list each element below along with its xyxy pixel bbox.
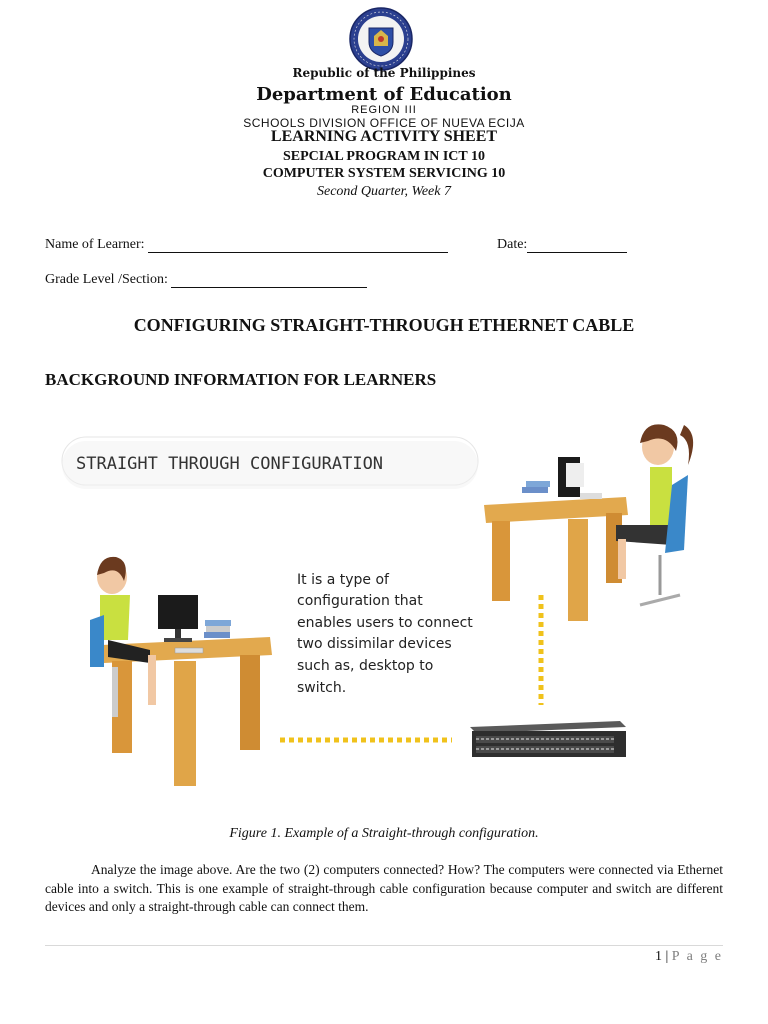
section-heading: BACKGROUND INFORMATION FOR LEARNERS — [45, 370, 437, 389]
name-field — [45, 237, 448, 253]
date-field — [497, 237, 627, 253]
lesson-title: CONFIGURING STRAIGHT-THROUGH ETHERNET CABLE — [133, 315, 635, 335]
desc-line: switch. — [297, 680, 347, 696]
grade-blank-line[interactable] — [171, 273, 367, 288]
division-text: SCHOOLS DIVISION OFFICE OF NUEVA ECIJA — [243, 116, 525, 130]
date-blank-line[interactable] — [527, 238, 627, 253]
desc-line: two dissimilar devices — [297, 636, 452, 652]
name-blank-line[interactable] — [148, 238, 448, 253]
body-paragraph: Analyze the image above. Are the two (2) computers connected? How? The computers were connected via Ethernet cable into a switch. This is one example of straight-through cable configuration because computer and switch are different devices and only a straight-through cable can connect them. — [45, 862, 723, 914]
deped-seal-logo — [348, 6, 414, 72]
network-switch-icon — [470, 721, 626, 757]
date-label: Date: — [497, 237, 528, 252]
department-name: Department of Education — [256, 84, 512, 105]
name-label: Name of Learner: — [45, 237, 145, 252]
page-number — [640, 949, 723, 965]
page-number-value: 1 — [654, 949, 662, 964]
right-desk — [484, 497, 628, 621]
program-title: SEPCIAL PROGRAM IN ICT 10 — [283, 149, 485, 164]
straight-through-figure — [60, 405, 708, 815]
republic-text: Republic of the Philippines — [292, 66, 476, 80]
region-text: REGION III — [351, 104, 417, 116]
desc-line: configuration that — [297, 593, 423, 609]
desc-line: It is a type of — [297, 572, 389, 588]
figure-caption: Figure 1. Example of a Straight-through configuration. — [229, 826, 539, 841]
subject-title: COMPUTER SYSTEM SERVICING 10 — [262, 166, 506, 181]
description-text — [297, 572, 473, 696]
banner-text: STRAIGHT THROUGH CONFIGURATION — [76, 454, 384, 474]
page-word: P a g e — [671, 949, 723, 964]
page-separator: | — [665, 949, 669, 964]
grade-label: Grade Level /Section: — [45, 272, 168, 287]
footer-divider — [45, 945, 723, 946]
quarter-text: Second Quarter, Week 7 — [316, 184, 451, 199]
desc-line: such as, desktop to — [297, 658, 434, 674]
right-computer-icon — [522, 457, 602, 499]
sheet-title: LEARNING ACTIVITY SHEET — [270, 128, 498, 145]
grade-field — [45, 272, 367, 288]
desc-line: enables users to connect — [297, 615, 473, 631]
